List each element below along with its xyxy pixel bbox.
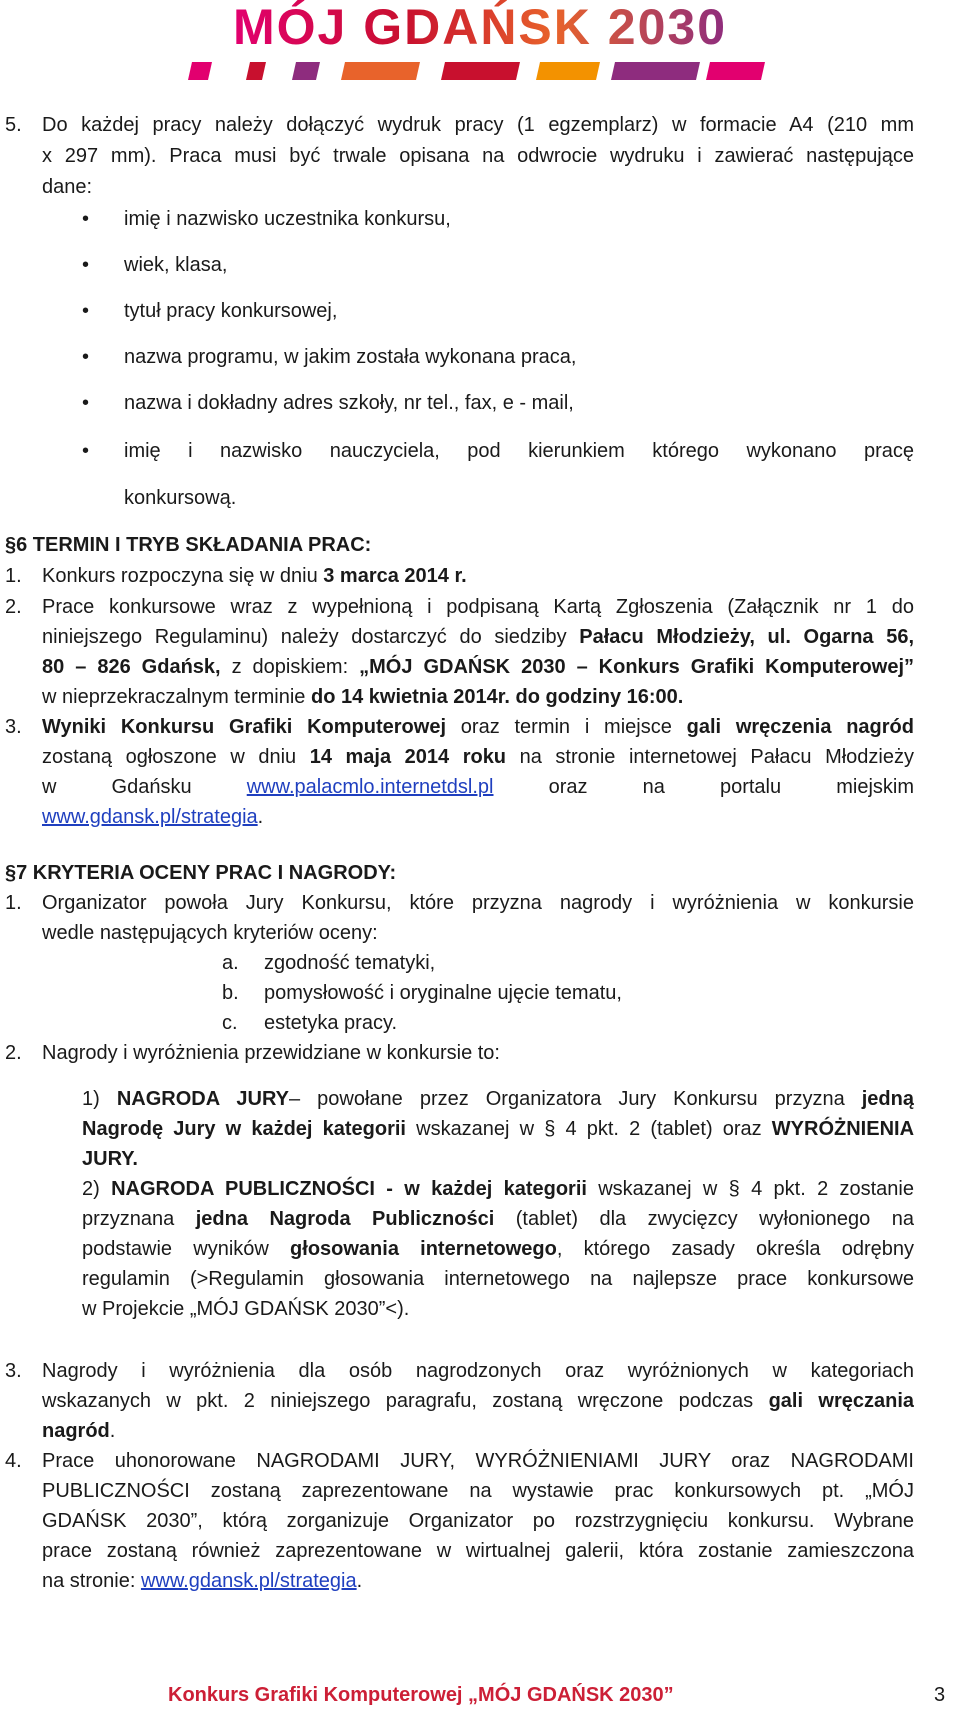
list-number: 3. xyxy=(5,716,22,738)
paragraph-line: w nieprzekraczalnym terminie do 14 kwietnia 2014r. do godziny 16:00. xyxy=(42,686,684,708)
paragraph-line: Nagrody i wyróżnienia przewidziane w konkursie to: xyxy=(42,1042,500,1064)
paragraph-line: w Projekcie „MÓJ GDAŃSK 2030”<). xyxy=(82,1298,410,1320)
gdansk-strategia-link[interactable]: www.gdansk.pl/strategia xyxy=(140,1570,357,1592)
paragraph-line: w Gdańsku www.palacmlo.internetdsl.pl oraz na portalu miejskim xyxy=(42,776,914,798)
paragraph-line: x 297 mm). Praca musi być trwale opisana na odwrocie wydruku i zawierać następujące xyxy=(42,145,914,167)
list-item: nazwa programu, w jakim została wykonana praca, xyxy=(124,346,577,368)
criteria-item: pomysłowość i oryginalne ujęcie tematu, xyxy=(264,982,622,1004)
list-item: konkursową. xyxy=(124,487,237,509)
paragraph-line: Do każdej pracy należy dołączyć wydruk pracy (1 egzemplarz) w formacie A4 (210 mm xyxy=(42,114,914,136)
bullet-icon: • xyxy=(82,392,90,414)
section-heading: §7 KRYTERIA OCENY PRAC I NAGRODY: xyxy=(5,862,397,884)
paragraph-line: zostaną ogłoszone w dniu 14 maja 2014 roku na stronie internetowej Pałacu Młodzieży xyxy=(42,746,914,768)
paragraph-line: 1) NAGRODA JURY– powołane przez Organizatora Jury Konkursu przyzna jedną xyxy=(82,1088,914,1110)
list-item: imię i nazwisko uczestnika konkursu, xyxy=(124,208,451,230)
list-number: 3. xyxy=(5,1360,22,1382)
bullet-icon: • xyxy=(82,300,90,322)
paragraph-line: PUBLICZNOŚCI zostaną zaprezentowane na wystawie prac konkursowych pt. „MÓJ xyxy=(42,1480,914,1502)
paragraph-line: dane: xyxy=(42,176,93,198)
header-logo xyxy=(0,0,960,90)
paragraph-line: podstawie wyników głosowania internetowego, którego zasady określa odrębny xyxy=(82,1238,914,1260)
paragraph-line: JURY. xyxy=(82,1148,138,1170)
paragraph-line: wedle następujących kryteriów oceny: xyxy=(42,922,378,944)
bullet-icon: • xyxy=(82,208,90,230)
paragraph-line: niniejszego Regulaminu) należy dostarczyć do siedziby Pałacu Młodzieży, ul. Ogarna 56, xyxy=(42,626,914,648)
paragraph-line: Nagrodę Jury w każdej kategorii wskazanej w § 4 pkt. 2 (tablet) oraz WYRÓŻNIENIA xyxy=(82,1118,914,1140)
paragraph-line: 80 – 826 Gdańsk, z dopiskiem: „MÓJ GDAŃSK 2030 – Konkurs Grafiki Komputerowej” xyxy=(42,656,914,678)
criteria-letter: c. xyxy=(222,1012,238,1034)
page-number: 3 xyxy=(934,1684,946,1706)
paragraph-line: regulamin (>Regulamin głosowania internetowego na najlepsze prace konkursowe xyxy=(82,1268,914,1290)
paragraph-line: www.gdansk.pl/strategia. xyxy=(42,806,264,828)
paragraph-line: 2) NAGRODA PUBLICZNOŚCI - w każdej kategorii wskazanej w § 4 pkt. 2 zostanie xyxy=(82,1178,914,1200)
list-item: wiek, klasa, xyxy=(124,254,228,276)
criteria-letter: a. xyxy=(222,952,239,974)
logo-text: MÓJ GDAŃSK 2030 xyxy=(232,0,728,55)
bullet-icon: • xyxy=(82,440,90,462)
criteria-item: estetyka pracy. xyxy=(264,1012,398,1034)
criteria-letter: b. xyxy=(222,982,239,1004)
paragraph-line: nagród. xyxy=(42,1420,116,1442)
criteria-item: zgodność tematyki, xyxy=(264,952,436,974)
paragraph-line: Organizator powoła Jury Konkursu, które przyzna nagrody i wyróżnienia w konkursie xyxy=(42,892,914,914)
palacmlo-link[interactable]: www.palacmlo.internetdsl.pl xyxy=(246,776,494,798)
list-item: tytuł pracy konkursowej, xyxy=(124,300,338,322)
section-heading: §6 TERMIN I TRYB SKŁADANIA PRAC: xyxy=(5,534,372,556)
paragraph-line: GDAŃSK 2030”, którą zorganizuje Organizator po rozstrzygnięciu konkursu. Wybrane xyxy=(42,1510,914,1532)
paragraph-line: Prace uhonorowane NAGRODAMI JURY, WYRÓŻNIENIAMI JURY oraz NAGRODAMI xyxy=(42,1450,914,1472)
list-item: imię i nazwisko nauczyciela, pod kierunkiem którego wykonano pracę xyxy=(124,440,914,462)
bullet-icon: • xyxy=(82,346,90,368)
paragraph-line: przyznana jedna Nagroda Publiczności (tablet) dla zwycięzcy wyłonionego na xyxy=(82,1208,914,1230)
list-number: 1. xyxy=(5,892,22,914)
paragraph-line: Konkurs rozpoczyna się w dniu 3 marca 2014 r. xyxy=(42,565,467,587)
paragraph-line: wskazanych w pkt. 2 niniejszego paragrafu, zostaną wręczone podczas gali wręczania xyxy=(42,1390,914,1412)
list-number: 2. xyxy=(5,596,22,618)
paragraph-line: Prace konkursowe wraz z wypełnioną i podpisaną Kartą Zgłoszenia (Załącznik nr 1 do xyxy=(42,596,914,618)
paragraph-line: Nagrody i wyróżnienia dla osób nagrodzonych oraz wyróżnionych w kategoriach xyxy=(42,1360,914,1382)
list-number: 1. xyxy=(5,565,22,587)
paragraph-line: Wyniki Konkursu Grafiki Komputerowej oraz termin i miejsce gali wręczenia nagród xyxy=(42,716,914,738)
logo-stripes xyxy=(188,62,765,80)
list-number: 5. xyxy=(5,114,22,136)
list-number: 2. xyxy=(5,1042,22,1064)
gdansk-strategia-link[interactable]: www.gdansk.pl/strategia xyxy=(42,806,258,828)
footer-title: Konkurs Grafiki Komputerowej „MÓJ GDAŃSK 2030” xyxy=(168,1684,674,1706)
bullet-icon: • xyxy=(82,254,90,276)
paragraph-line: na stronie: www.gdansk.pl/strategia. xyxy=(42,1570,363,1592)
list-number: 4. xyxy=(5,1450,22,1472)
list-item: nazwa i dokładny adres szkoły, nr tel., fax, e - mail, xyxy=(124,392,574,414)
paragraph-line: prace zostaną również zaprezentowane w wirtualnej galerii, która zostanie zamieszczona xyxy=(42,1540,914,1562)
